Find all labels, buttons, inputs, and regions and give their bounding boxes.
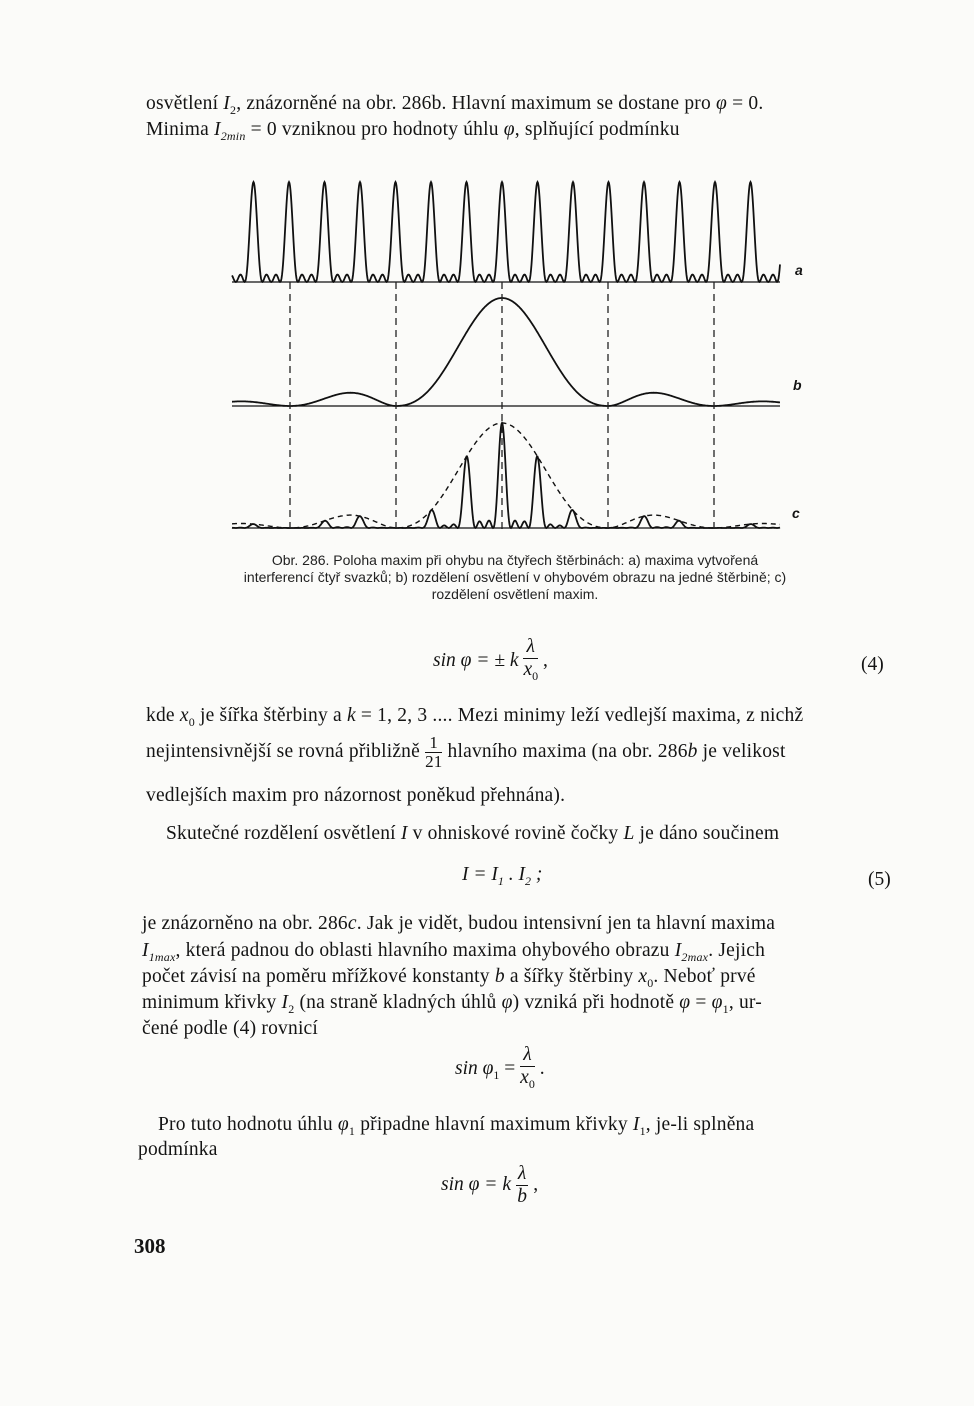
equation-4-number: (4) <box>861 654 884 675</box>
curve-b-single-slit-distribution <box>232 298 780 406</box>
curve-a-interference-maxima <box>232 182 780 282</box>
text-line-5: vedlejších maxim pro názornost poněkud přehnána). <box>146 785 566 806</box>
label-a: a <box>795 262 803 278</box>
curve-c-path <box>232 423 780 528</box>
equation-5: $I = I_1$ . $I_2$ ; <box>462 864 543 888</box>
label-c: c <box>792 505 800 521</box>
text-line-4: nejintensivnější se rovná přibližně $\frac{1}{21}$ hlavního maxima (na obr. 286b je velikost <box>146 733 786 771</box>
equation-7: sin φ = k $\frac{\lambda}{b}$ , <box>441 1163 539 1207</box>
curve-b-path <box>232 298 780 406</box>
text-line-11: čené podle (4) rovnicí <box>142 1018 319 1039</box>
text-line-2: Minima $I_{2min} = 0$ vzniknou pro hodnoty úhlu φ, splňující podmínku <box>146 119 680 143</box>
figure-caption: Obr. 286. Poloha maxim při ohybu na čtyřech štěrbinách: a) maxima vytvořená interferencí čtyř svazků; b) rozdělení osvětlení v ohybovém obrazu na jedné štěrbině; c) rozdělení osvětlení maxim. <box>243 552 787 602</box>
equation-6: $\sin \varphi_1$ = $\frac{\lambda}{x_0}$ . <box>455 1044 545 1091</box>
page-number: 308 <box>134 1234 166 1258</box>
text-line-9: počet závisí na poměru mřížkové konstanty b a šířky štěrbiny $x_0$. Neboť prvé <box>142 966 756 990</box>
label-b: b <box>793 377 802 393</box>
curve-c-resulting-distribution <box>232 423 780 528</box>
figure-286 <box>228 170 788 540</box>
text-line-6: Skutečné rozdělení osvětlení I v ohniskové rovině čočky L je dáno součinem <box>166 823 780 844</box>
text-line-7: je znázorněno na obr. 286c. Jak je vidět, budou intensivní jen ta hlavní maxima <box>142 913 776 934</box>
text-line-12: Pro tuto hodnotu úhlu $\varphi_1$ připadne hlavní maximum křivky $I_1$, je-li splněna <box>158 1114 755 1138</box>
curve-a-path <box>232 182 780 282</box>
equation-4: sin φ = ± k $\frac{\lambda}{x_0}$ , <box>433 636 548 683</box>
text-line-10: minimum křivky $I_2$ (na straně kladných úhlů φ) vzniká při hodnotě $\varphi = \varphi_1$, ur- <box>142 992 762 1016</box>
equation-5-number: (5) <box>868 869 891 890</box>
text-line-3: kde $x_0$ je šířka štěrbiny a k = 1, 2, 3 .... Mezi minimy leží vedlejší maxima, z nichž <box>146 705 804 729</box>
text-line-8: $I_{1max}$, která padnou do oblasti hlavního maxima ohybového obrazu $I_{2max}$. Jejich <box>142 940 766 964</box>
text-line-13: podmínka <box>138 1139 218 1160</box>
text-line-1: osvětlení $I_2$, znázorněné na obr. 286b. Hlavní maximum se dostane pro φ = 0. <box>146 93 764 117</box>
